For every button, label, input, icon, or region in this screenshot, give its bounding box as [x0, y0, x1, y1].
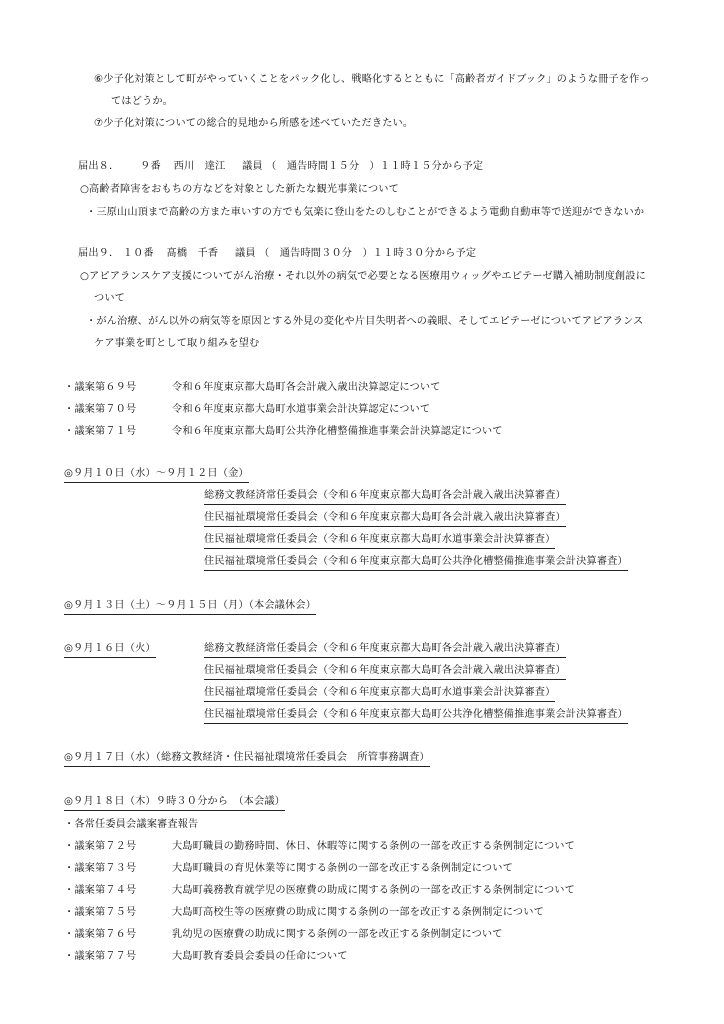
schedule-date-sep-13-15: ◎９月１３日（土）～９月１５日（月）（本会議休会）: [64, 599, 316, 615]
notice-8-label: 届出８．: [78, 161, 120, 172]
schedule-date-sep-17: ◎９月１７日（水）（総務文教経済・住民福祉環境常任委員会 所管事務調査）: [64, 751, 430, 767]
committee-session: 住民福祉環境常任委員会（令和６年度東京都大島町水道事業会計決算審査）: [204, 533, 555, 549]
bill-number: ・議案第７６号: [64, 929, 137, 940]
notice-9-header: [78, 247, 476, 261]
bill-row: [64, 403, 430, 417]
notice-8-header: [78, 160, 483, 174]
bill-row: [64, 381, 441, 395]
notice-8-time-note: （ 通告時間１５分 ）１１時１５分から予定: [266, 161, 484, 172]
bill-title: 大島町教育委員会委員の任命について: [172, 951, 348, 962]
bill-number: ・議案第７２号: [64, 841, 137, 852]
bill-row: [64, 884, 575, 898]
schedule-date-sep-18: ◎９月１８日（木）９時３０分から （本会議）: [64, 795, 285, 811]
schedule-date-sep-10-12: ◎９月１０日（水）～９月１２日（金）: [64, 467, 249, 483]
bill-row: [64, 425, 503, 439]
bill-number: ・議案第７４号: [64, 885, 137, 896]
notice-8-topic: ○高齢者障害をおもちの方などを対象とした新たな観光事業について: [80, 184, 399, 195]
notice-8-member-name: 西川 達江: [173, 161, 226, 172]
bill-row: [64, 906, 544, 920]
notice-9-label: 届出９．: [78, 248, 120, 259]
bill-row: [64, 928, 503, 942]
bill-row: [64, 862, 513, 876]
question-item-6-line-1: ⑥少子化対策として町がやっていくことをパック化し、戦略化するとともに「高齢者ガイドブック」のような冊子を作っ: [94, 74, 650, 85]
notice-8-detail: ・三原山山頂まで高齢の方また車いすの方でも気楽に登山をたのしむことができるよう電動自動車等で送迎ができないか: [86, 207, 645, 218]
question-item-6-line-2: てはどうか。: [111, 96, 174, 107]
committee-session: 住民福祉環境常任委員会（令和６年度東京都大島町公共浄化槽整備推進事業会計決算審査）: [204, 555, 628, 571]
bill-number: ・議案第７１号: [64, 426, 137, 437]
committee-session: 総務文教経済常任委員会（令和６年度東京都大島町各会計歳入歳出決算審査）: [204, 489, 566, 505]
notice-9-topic-line-1: ○アピアランスケア支援についてがん治療・それ以外の病気で必要となる医療用ウィッグやエピテーゼ購入補助制度創設に: [80, 271, 646, 282]
committee-session: 住民福祉環境常任委員会（令和６年度東京都大島町水道事業会計決算審査）: [204, 686, 555, 702]
notice-8-seat: ９番: [140, 161, 161, 172]
bill-number: ・議案第７７号: [64, 951, 137, 962]
notice-9-detail-line-2: ケア事業を町として取り組みを望む: [94, 338, 260, 349]
bill-row: [64, 840, 575, 854]
notice-9-topic-line-2: ついて: [94, 293, 126, 304]
bill-title: 令和６年度東京都大島町水道事業会計決算認定について: [172, 404, 431, 415]
notice-9-member-name: 髙橋 千香: [166, 248, 219, 259]
bill-number: ・議案第７３号: [64, 863, 137, 874]
bill-title: 大島町職員の育児休業等に関する条例の一部を改正する条例制定について: [172, 863, 513, 874]
bill-number: ・議案第７５号: [64, 907, 137, 918]
bill-title: 大島町職員の勤務時間、休日、休暇等に関する条例の一部を改正する条例制定について: [172, 841, 575, 852]
bill-title: 大島町義務教育就学児の医療費の助成に関する条例の一部を改正する条例制定について: [172, 885, 575, 896]
committee-session: 住民福祉環境常任委員会（令和６年度東京都大島町公共浄化槽整備推進事業会計決算審査）: [204, 708, 628, 724]
notice-9-time-note: （ 通告時間３０分 ）１１時３０分から予定: [259, 248, 477, 259]
bill-title: 令和６年度東京都大島町公共浄化槽整備推進事業会計決算認定について: [172, 426, 503, 437]
committee-session: 住民福祉環境常任委員会（令和６年度東京都大島町各会計歳入歳出決算審査）: [204, 511, 566, 527]
bill-title: 大島町高校生等の医療費の助成に関する条例の一部を改正する条例制定について: [172, 907, 544, 918]
bill-title: 乳幼児の医療費の助成に関する条例の一部を改正する条例制定について: [172, 929, 503, 940]
notice-9-detail-line-1: ・がん治療、がん以外の病気等を原因とする外見の変化や片目失明者への義眼、そしてエピテーゼについてアピアランス: [86, 316, 644, 327]
bill-number: ・議案第６９号: [64, 382, 137, 393]
committee-session: 総務文教経済常任委員会（令和６年度東京都大島町各会計歳入歳出決算審査）: [204, 642, 566, 658]
bill-row: [64, 950, 348, 964]
bill-title: 令和６年度東京都大島町各会計歳入歳出決算認定について: [172, 382, 441, 393]
committee-session: 住民福祉環境常任委員会（令和６年度東京都大島町各会計歳入歳出決算審査）: [204, 664, 566, 680]
notice-9-seat: １０番: [122, 248, 154, 259]
question-item-7: ⑦少子化対策についての総合的見地から所感を述べていただきたい。: [94, 118, 414, 129]
notice-9-role: 議員: [235, 248, 256, 259]
bill-number: ・議案第７０号: [64, 404, 137, 415]
notice-8-role: 議員: [242, 161, 263, 172]
committee-report: ・各常任委員会議案審査報告: [64, 819, 199, 830]
schedule-date-sep-16: ◎９月１６日（火）: [64, 642, 156, 658]
